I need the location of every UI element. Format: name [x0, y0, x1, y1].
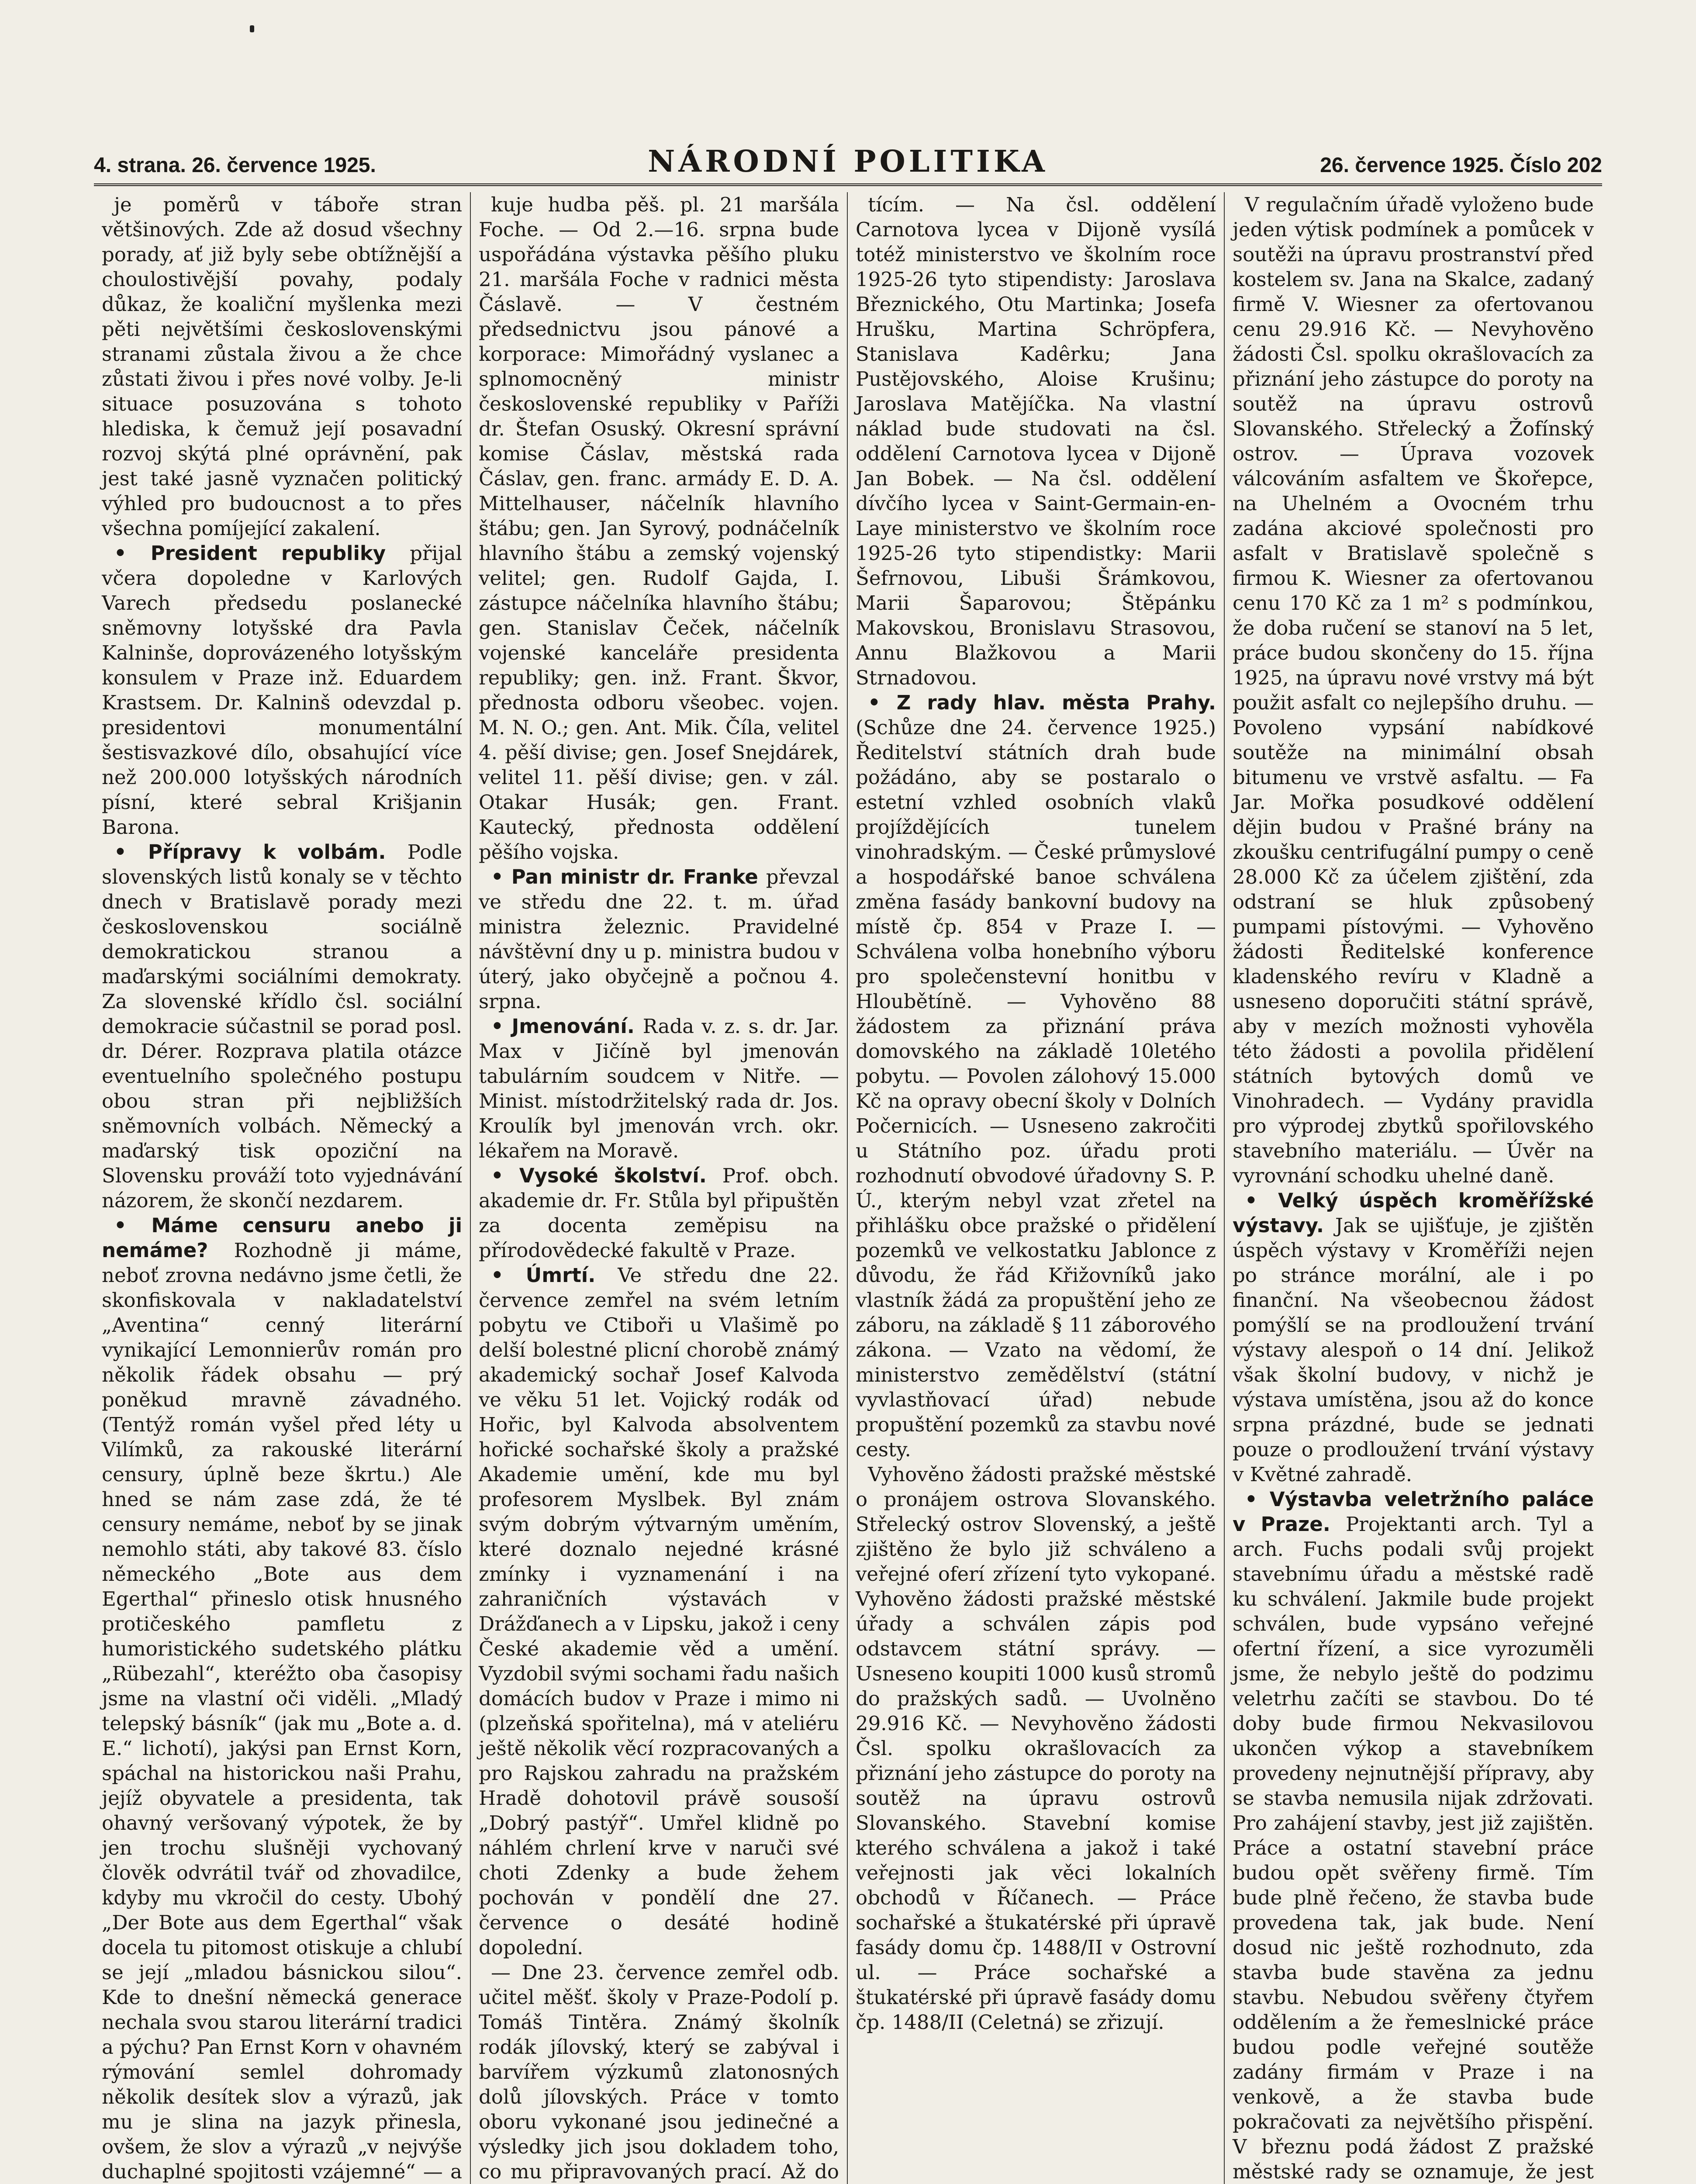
article-heading: • Jmenování.: [491, 1015, 643, 1038]
article-text: Prof. obch. akademie dr. Fr. Stůla byl připuštěn za docenta zeměpisu na přírodovědecké fakultě v Praze.: [479, 1164, 839, 1262]
article-heading: • Úmrtí.: [491, 1264, 618, 1287]
article-paragraph: [479, 1014, 839, 1163]
article-heading: • Pan ministr dr. Franke: [491, 865, 766, 888]
column-3: [848, 192, 1225, 2184]
article-paragraph: [102, 840, 462, 1213]
article-paragraph: [479, 1263, 839, 1960]
article-paragraph: [479, 864, 839, 1014]
article-columns: [94, 192, 1602, 2184]
ink-speck: [250, 25, 254, 32]
article-text: tícím. — Na čsl. oddělení Carnotova lycea v Dijoně vysílá totéž ministerstvo ve školním roce 1925-26 tyto stipendisty: Jaroslava Březnického, Otu Martinka; Josefa Hrušku, Martina Schröpfera, Stanislava Kadêrku; Jana Pustějovského, Aloise Krušinu; Jaroslava Matějíčka. Na vlastní náklad bude studovati na čsl. oddělení Carnotova lycea v Dijoně Jan Bobek. — Na čsl. oddělení dívčího lycea v Saint-Germain-en-Laye ministerstvo ve školním roce 1925-26 tyto stipendistky: Marii Šefrnovou, Libuši Šrámkovou, Marii Šaparovou; Štěpánku Makovskou, Bronislavu Strasovou, Annu Blažkovou a Marii Strnadovou.: [856, 193, 1216, 689]
article-text: Podle slovenských listů konaly se v těchto dnech v Bratislavě porady mezi československou sociálně demokratickou stranou a maďarskými sociálními demokraty. Za slovenské křídlo čsl. sociální demokracie súčastnil se porad posl. dr. Dérer. Rozprava platila otázce eventuelního společného postupu obou stran při nejbližších sněmovních volbách. Německý a maďarský tisk opoziční na Slovensku prováží toto vyjednávání názorem, že skončí nezdarem.: [102, 840, 462, 1212]
column-4: [1225, 192, 1602, 2184]
article-paragraph: [479, 192, 839, 864]
article-text: — Dne 23. července zemřel odb. učitel měšť. školy v Praze-Podolí p. Tomáš Tintěra. Známý školník rodák jílovský, který se zabýval i barvířem výzkumů zlatonosných dolů jílovských. Práce v tomto oboru vykonané jsou jedinečné a výsledky jich jsou dokladem toho, co mu připravovaných prací. Až do: [479, 1961, 839, 2183]
article-paragraph: [1233, 1188, 1594, 1487]
article-text: Rada v. z. s. dr. Jar. Max v Jičíně byl jmenován tabulárním soudcem v Nitře. — Minist. místodržitelský rada dr. Jos. Kroulík byl jmenován vrch. okr. lékařem na Moravě.: [479, 1015, 839, 1162]
article-paragraph: [102, 1213, 462, 2184]
article-text: převzal ve středu dne 22. t. m. úřad ministra železnic. Pravidelné návštěvní dny u p. ministra budou v úterý, jako obyčejně a počnou 4. srpna.: [479, 865, 839, 1013]
column-2: [471, 192, 848, 2184]
article-heading: • Přípravy k volbám.: [114, 840, 408, 864]
article-heading: • Výstavba veletržního paláce v Praze.: [1233, 1488, 1594, 1536]
article-text: Vyhověno žádosti pražské městské o pronájem ostrova Slovanského. Střelecký ostrov Slovenský, a ještě zjištěno že bylo již schváleno a veřejné oferí zřízení tyto vykopané. Vyhověno žádosti pražské městské úřady a schválen zápis pod odstavcem státní správy. — Usneseno koupiti 1000 kusů stromů do pražských sadů. — Uvolněno 29.916 Kč. — Nevyhověno žádosti Čsl. spolku okrašlovacích za přiznání jeho zástupce do poroty na soutěž na úpravu ostrovů Slovanského. Stavební komise kterého schválena a jakož i také veřejnosti jak věci lokalních obchodů v Říčanech. — Práce sochařské a štukatérské při úpravě fasády domu čp. 1488/II v Ostrovní ul. — Práce sochařské a štukatérské při úpravě fasády domu čp. 1488/II (Celetná) se zřizují.: [856, 1463, 1216, 2034]
article-paragraph: [856, 690, 1216, 1462]
article-heading: • Z rady hlav. města Prahy.: [868, 691, 1216, 714]
article-heading: • Máme censuru anebo ji nemáme?: [102, 1214, 462, 1262]
article-text: přijal včera dopoledne v Karlových Varech předsedu poslanecké sněmovny lotyšské dra Pavla Kalninše, doprovázeného lotyšským konsulem v Praze inž. Eduardem Krastsem. Dr. Kalninš odevzdal p. presidentovi monumentální šestisvazkové dílo, obsahující více než 200.000 lotyšských národních písní, které sebral Krišjanin Barona.: [102, 542, 462, 839]
article-heading: • Vysoké školství.: [491, 1164, 722, 1187]
article-text: Projektanti arch. Tyl a arch. Fuchs podali svůj projekt stavebnímu úřadu a městské radě ku schválení. Jakmile bude projekt schválen, bude vypsáno veřejné ofertní řízení, a sice vyrozuměli jsme, že nebylo ještě do podzimu veletrhu začíti se stavbou. Do té doby bude firmou Nekvasilovou ukončen výkop a stavebníkem provedeny nejnutnější přípravy, aby se stavba nemusila nijak zdržovati. Pro zahájení stavby, jest již zajištěn. Práce a ostatní stavební práce budou opět svěřeny firmě. Tím bude plně řečeno, že stavba bude provedena tak, jak bude. Není dosud nic ještě rozhodnuto, zda stavba bude stavěna za jednu stavbu. Nebudou svěřeny čtyřem oddělením a že řemeslnické práce budou podle veřejné soutěže zadány firmám v Praze i na venkově, a že stavba bude pokračovati za největšího přispění. V březnu podá žádost Z pražské městské rady se oznamuje, že jest: [1233, 1513, 1594, 2183]
article-heading: • President republiky: [114, 542, 410, 565]
article-paragraph: [479, 1163, 839, 1263]
article-text: je poměrů v táboře stran většinových. Zde až dosud všechny porady, ať již byly sebe obtížnější a choulostivější povahy, podaly důkaz, že koaliční myšlenka mezi pěti největšími československými stranami zůstala živou a že chce zůstati živou i přes nové volby. Je-li situace posuzována s tohoto hlediska, k čemuž její posavadní rozvoj skýtá plné oprávnění, pak jest také jasně vyznačen politický výhled pro budoucnost a to přes všechna pomíjející zakalení.: [102, 193, 462, 540]
article-paragraph: [1233, 192, 1594, 1188]
article-paragraph: [1233, 1487, 1594, 2184]
issue-date-number: 26. července 1925. Číslo 202: [1320, 154, 1602, 177]
article-text: V regulačním úřadě vyloženo bude jeden výtisk podmínek a pomůcek v soutěži na úpravu prostranství před kostelem sv. Jana na Skalce, zadaný firmě V. Wiesner za ofertovanou cenu 29.916 Kč. — Nevyhověno žádosti Čsl. spolku okrašlovacích za přiznání jeho zástupce do poroty na soutěž na úpravu ostrovů Slovanského. Střelecký a Žofínský ostrov. — Úprava vozovek válcováním asfaltem ve Škořepce, na Uhelném a Ovocném trhu zadána akciové společnosti pro asfalt v Bratislavě společně s firmou K. Wiesner za ofertovanou cenu 170 Kč za 1 m² s podmínkou, že doba ručení se stanoví na 5 let, práce budou skončeny do 15. října 1925, na úpravu nové vrstvy má být použit asfalt co nejlepšího druhu. — Povoleno vypsání nabídkové soutěže na minimální obsah bitumenu ve vrstvě asfaltu. — Fa Jar. Mořka posudkové oddělení dějin budou v Prašné brány na zkoušku centrifugální pumpy o ceně 28.000 Kč za účelem zjištění, zda odstraní se hluk způsobený pumpami pístovými. — Vyhověno žádosti Ředitelské konference kladenského revíru v Kladně a usneseno doporučiti státní správě, aby v mezích možnosti vyhověla této žádosti a povolila přidělení státních bytových domů ve Vinohradech. — Vydány pravidla pro výprodej zbytků spořilovského stavebního materiálu. — Úvěr na vyrovnání schodku uhelné daně.: [1233, 193, 1594, 1187]
article-paragraph: [479, 1960, 839, 2184]
article-paragraph: [856, 1462, 1216, 2035]
article-paragraph: [102, 192, 462, 541]
newspaper-title: NÁRODNÍ POLITIKA: [648, 144, 1048, 179]
column-1: [94, 192, 471, 2184]
article-text: Jak se ujišťuje, je zjištěn úspěch výstavy v Kroměříži nejen po stránce morální, ale i po finanční. Na všeobecnou žádost pomýšlí se na prodloužení trvání výstavy alespoň o 14 dní. Jelikož však školní budovy, v nichž je výstava umístěna, jsou až do konce srpna prázdné, bude se jednati pouze o prodloužení trvání výstavy v Květné zahradě.: [1233, 1214, 1594, 1486]
article-text: Ve středu dne 22. července zemřel na svém letním pobytu ve Ctiboři u Vlašimě po delší bolestné plicní chorobě známý akademický sochař Josef Kalvoda ve věku 51 let. Vojický rodák od Hořic, byl Kalvoda absolventem hořické sochařské školy a pražské Akademie umění, kde mu byl profesorem Myslbek. Byl znám svým dobrým výtvarným uměním, které doznalo nejedné krásné zmínky i vyznamenání i na zahraničních výstavách v Drážďanech a v Lipsku, jakož i ceny České akademie věd a umění. Vyzdobil svými sochami řadu našich domácích budov v Praze i mimo ni (plzeňská spořitelna), má v ateliéru ještě několik věcí rozpracovaných a pro Rajskou zahradu na pražském Hradě dohotovil právě sousoší „Dobrý pastýř“. Umřel klidně po náhlém chrlení krve v naruči své choti Zdenky a bude žehem pochován v pondělí dne 27. července o desáté hodině dopolední.: [479, 1264, 839, 1959]
article-heading: • Velký úspěch kroměřížské výstavy.: [1233, 1189, 1594, 1237]
masthead: [94, 142, 1602, 186]
article-paragraph: [856, 192, 1216, 690]
article-text: (Schůze dne 24. července 1925.) Ředitelství státních drah bude požádáno, aby se postaralo o estetní vzhled osobních vlaků projíždějících tunelem vinohradským. — České průmyslové a hospodářské banoe schválena změna fasády bankovní budovy na místě čp. 854 v Praze I. — Schválena volba honebního výboru pro společenstevní honitbu v Hloubětíně. — Vyhověno 88 žádostem za přiznání práva domovského na základě 10letého pobytu. — Povolen zálohový 15.000 Kč na opravy obecní školy v Dolních Počernicích. — Usneseno zakročiti u Státního poz. úřadu proti rozhodnutí obvodové úřadovny S. P. Ú., kterým nebyl vzat zřetel na přihlášku obce pražské o přidělení pozemků ve velkostatku Jablonce z důvodu, že řád Křižovníků jako vlastník žádá za propuštění jeho ze záboru, na základě § 11 záborového zákona. — Vzato na vědomí, že ministerstvo zemědělství (státní vyvlastňovací úřad) nebude propuštění pozemků za stavbu nové cesty.: [856, 716, 1216, 1461]
article-text: Rozhodně ji máme, neboť zrovna nedávno jsme četli, že skonfiskovala v nakladatelství „Aventina“ cenný literární vynikající Lemonnierův román pro několik řádek obsahu — prý poněkud mravně závadného. (Tentýž román vyšel před léty u Vilímků, za rakouské literární censury, úplně beze škrtu.) Ale hned se nám zase zdá, že té censury nemáme, neboť by se jinak nemohlo státi, aby takové 83. číslo německého „Bote aus dem Egerthal“ přineslo otisk hnusného protičeského pamfletu z humoristického sudetského plátku „Rübezahl“, kteréžto oba časopisy jsme na vlastní oči viděli. „Mladý telepský básník“ (jak mu „Bote a. d. E.“ lichotí), jakýsi pan Ernst Korn, spáchal na historickou naši Prahu, jejíž obyvatele a presidenta, tak ohavný veršovaný výpotek, že by jen trochu slušněji vychovaný člověk odvrátil tvář od zhovadilce, kdyby mu vkročil do cesty. Ubohý „Der Bote aus dem Egerthal“ však docela tu pitomost otiskuje a chlubí se její „mladou básnickou silou“. Kde to dnešní německá generace nechala svou starou literární tradici a pýchu? Pan Ernst Korn v ohavném rýmování semlel dohromady několik desítek slov a výrazů, jak mu je slina na jazyk přinesla, ovšem, že slov a výrazů „v nejvýše duchaplné spojitosti vzájemné“ — a: [102, 1239, 463, 2183]
article-paragraph: [102, 541, 462, 840]
page-date-left: 4. strana. 26. července 1925.: [94, 154, 376, 177]
article-text: kuje hudba pěš. pl. 21 maršála Foche. — Od 2.—16. srpna bude uspořádána výstavka pěšího pluku 21. maršála Foche v radnici města Čáslavě. — V čestném předsednictvu jsou pánové a korporace: Mimořádný vyslanec a splnomocněný ministr československé republiky v Paříži dr. Štefan Osuský. Okresní správní komise Čáslav, městská rada Čáslav, gen. franc. armády E. D. A. Mittelhauser, náčelník hlavního štábu; gen. Jan Syrový, podnáčelník hlavního štábu a zemský vojenský velitel; gen. Rudolf Gajda, I. zástupce náčelníka hlavního štábu; gen. Stanislav Čeček, náčelník vojenské kanceláře presidenta republiky; gen. inž. Frant. Škvor, přednosta odboru všeobec. vojen. M. N. O.; gen. Ant. Mik. Číla, velitel 4. pěší divise; gen. Josef Snejdárek, velitel 11. pěší divise; gen. v zál. Otakar Husák; gen. Frant. Kautecký, přednosta oddělení pěšího vojska.: [479, 193, 839, 864]
